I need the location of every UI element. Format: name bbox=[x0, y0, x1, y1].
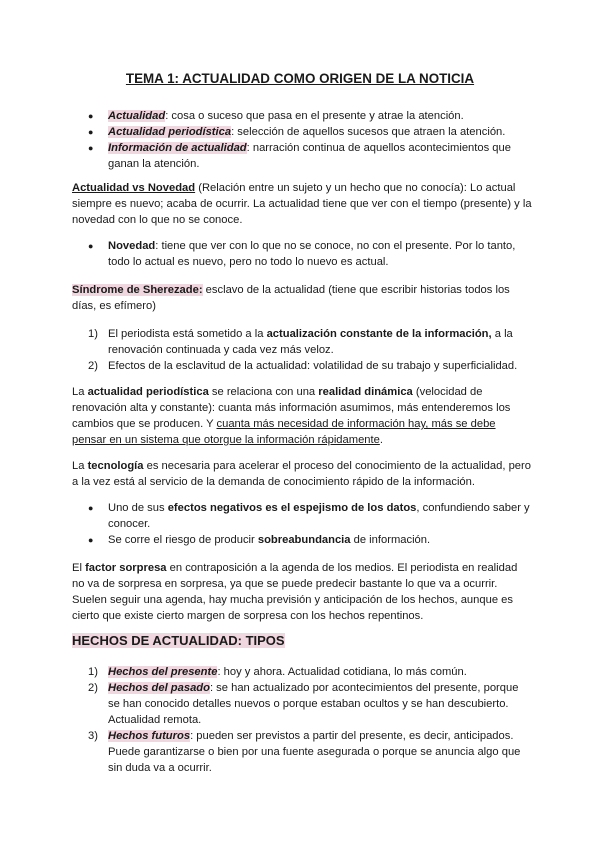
definitions-list bbox=[72, 108, 532, 172]
list-item: 3) Hechos futuros: pueden ser previstos a partir del presente, es decir, anticipados. Puede garantizarse o bien por una fuente asegurada o porque se anuncia algo que sin duda va a ocurrir. bbox=[88, 730, 521, 774]
paragraph-novedad: Actualidad vs Novedad (Relación entre un sujeto y un hecho que no conocía): Lo actual siempre es nuevo; acaba de ocurrir. La actualidad tiene que ver con el tiempo (presente) y la novedad con lo que no se conoce. bbox=[72, 182, 532, 226]
list-item: ● Información de actualidad: narración continua de aquellos acontecimientos que ganan la atención. bbox=[72, 140, 532, 172]
list-item: ● Actualidad: cosa o suceso que pasa en el presente y atrae la atención. bbox=[72, 108, 532, 124]
list-item: ● Novedad: tiene que ver con lo que no se conoce, no con el presente. Por lo tanto, todo lo actual es nuevo, pero no todo lo nuevo es actual. bbox=[72, 238, 532, 270]
page-title: TEMA 1: ACTUALIDAD COMO ORIGEN DE LA NOTICIA bbox=[125, 71, 475, 86]
list-item: 2) Efectos de la esclavitud de la actualidad: volatilidad de su trabajo y superficialidad. bbox=[88, 360, 518, 372]
paragraph-dinamica: La actualidad periodística se relaciona con una realidad dinámica (velocidad de renovación alta y constante): cuanta más información asumimos, más entenderemos los cambios que se producen. Y cuanta más necesidad de información hay, más se debe pensar en un sistema que otorgue la información rápidamente. bbox=[72, 386, 511, 446]
section-heading: HECHOS DE ACTUALIDAD: TIPOS bbox=[72, 633, 285, 648]
paragraph-sherezade: Síndrome de Sherezade: esclavo de la actualidad (tiene que escribir historias todos los días, es efímero) bbox=[72, 284, 510, 312]
list-item: 2) Hechos del pasado: se han actualizado por acontecimientos del presente, porque se han conocido detalles nuevos o porque estaban ocultos y se han descubierto. Actualidad remota. bbox=[88, 682, 519, 726]
tipos-list bbox=[72, 664, 532, 776]
sherezade-list bbox=[72, 326, 532, 374]
list-item: 1) El periodista está sometido a la actualización constante de la información, a la renovación continuada y cada vez más veloz. bbox=[88, 328, 513, 356]
paragraph-tecnologia: La tecnología es necesaria para acelerar el proceso del conocimiento de la actualidad, pero a la vez está al servicio de la demanda de conocimiento rápido de la información. bbox=[72, 460, 531, 488]
list-item: ● Uno de sus efectos negativos es el espejismo de los datos, confundiendo saber y conocer. bbox=[72, 500, 532, 532]
list-item: ● Actualidad periodística: selección de aquellos sucesos que atraen la atención. bbox=[72, 124, 532, 140]
list-item: 1) Hechos del presente: hoy y ahora. Actualidad cotidiana, lo más común. bbox=[88, 666, 467, 678]
novedad-list bbox=[72, 238, 532, 270]
list-item: ● Se corre el riesgo de producir sobreabundancia de información. bbox=[72, 532, 532, 548]
paragraph-sorpresa: El factor sorpresa en contraposición a la agenda de los medios. El periodista en realidad no va de sorpresa en sorpresa, ya que se puede predecir bastante lo que va a ocurrir. Suelen seguir una agenda, hay mucha previsión y anticipación de los hechos, aunque es cierto que existe cierto margen de sorpresa con los hechos repentinos. bbox=[72, 562, 518, 622]
tecnologia-list bbox=[72, 500, 532, 548]
